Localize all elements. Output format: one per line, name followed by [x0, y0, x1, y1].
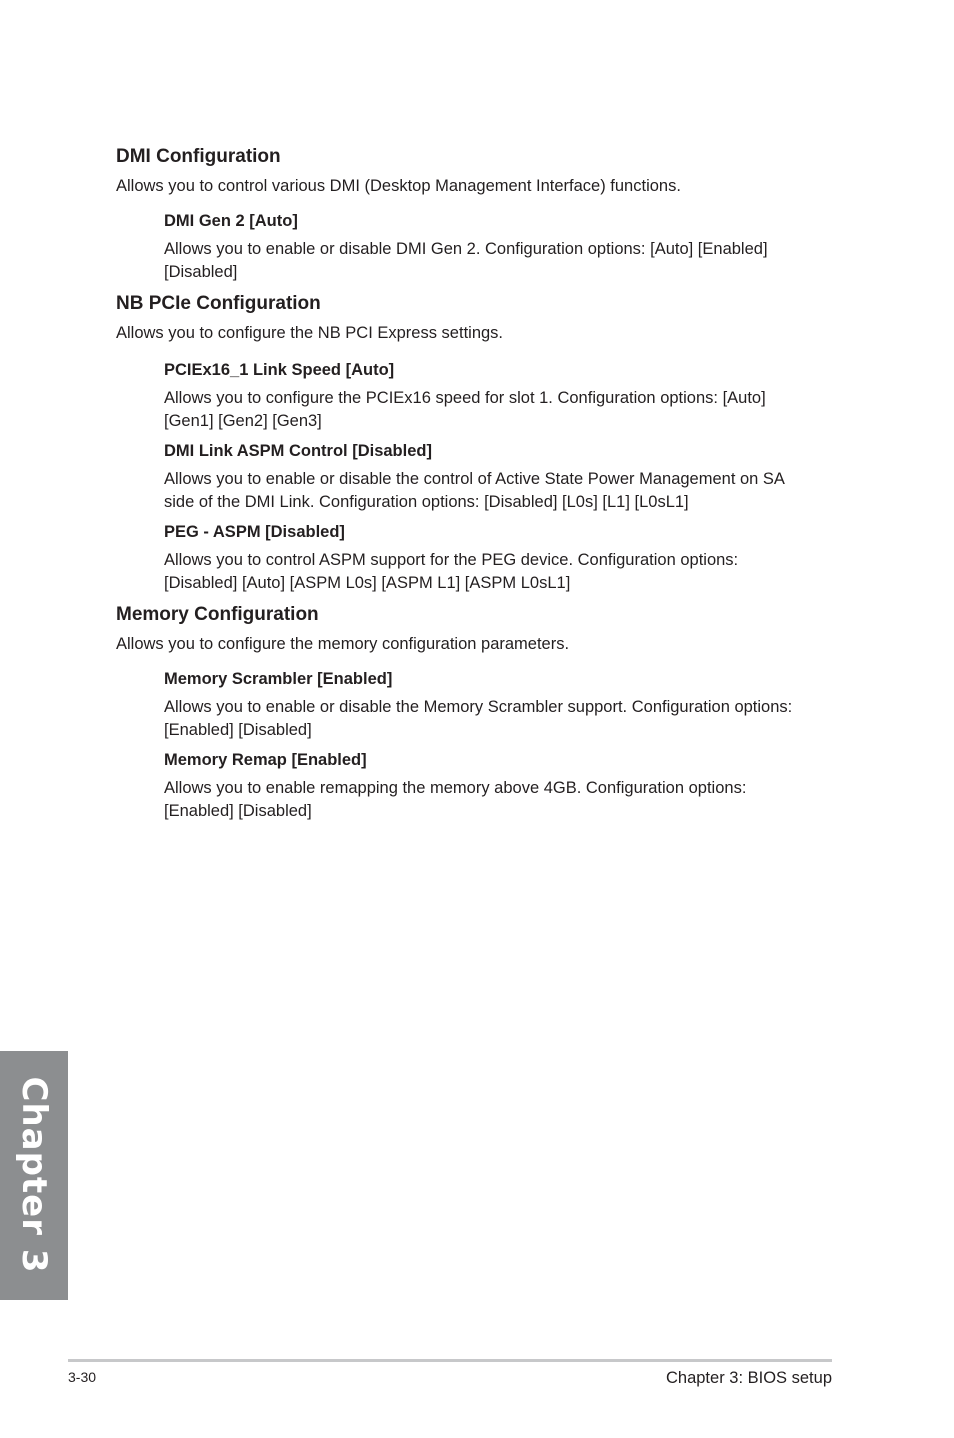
- section-dmi-configuration: [116, 145, 832, 284]
- item-description: [164, 387, 832, 433]
- item-description-line: Allows you to configure the PCIEx16 speed for slot 1. Configuration options: [Auto]: [164, 389, 766, 407]
- item-description: [164, 238, 832, 284]
- page-number: 3-30: [68, 1369, 97, 1385]
- item-dmi-link-aspm-control: [164, 440, 832, 514]
- item-description: [164, 777, 832, 823]
- chapter-tab: [0, 1051, 68, 1300]
- item-description: [164, 696, 832, 742]
- item-title: PCIEx16_1 Link Speed [Auto]: [164, 361, 395, 379]
- section-nb-pcie-configuration: [116, 292, 832, 595]
- section-memory-configuration: [116, 603, 832, 823]
- section-title: NB PCIe Configuration: [116, 293, 321, 314]
- item-peg-aspm: [164, 521, 832, 595]
- item-description-line: Allows you to enable or disable the control of Active State Power Management on SA: [164, 470, 785, 488]
- page-content: [116, 145, 832, 823]
- section-description: Allows you to control various DMI (Desktop Management Interface) functions.: [116, 177, 681, 195]
- footer-chapter-title: Chapter 3: BIOS setup: [665, 1369, 832, 1387]
- item-description-line: [Enabled] [Disabled]: [164, 721, 312, 739]
- item-title: PEG - ASPM [Disabled]: [164, 523, 345, 541]
- item-description-line: Allows you to enable or disable DMI Gen 2. Configuration options: [Auto] [Enabled]: [164, 240, 768, 258]
- item-dmi-gen2: [164, 210, 832, 284]
- section-description: Allows you to configure the memory configuration parameters.: [116, 635, 570, 653]
- section-description: Allows you to configure the NB PCI Express settings.: [116, 324, 504, 342]
- item-title: Memory Scrambler [Enabled]: [164, 670, 393, 688]
- item-description-line: Allows you to enable remapping the memory above 4GB. Configuration options:: [164, 779, 747, 797]
- footer-divider: [68, 1359, 832, 1362]
- item-description-line: Allows you to enable or disable the Memory Scrambler support. Configuration options:: [164, 698, 793, 716]
- section-title: Memory Configuration: [116, 604, 319, 625]
- section-title: DMI Configuration: [116, 146, 281, 167]
- item-description: [164, 468, 832, 514]
- item-memory-remap: [164, 749, 832, 823]
- item-memory-scrambler: [164, 668, 832, 742]
- item-title: DMI Gen 2 [Auto]: [164, 212, 298, 230]
- item-description-line: [Disabled]: [164, 263, 238, 281]
- item-title: DMI Link ASPM Control [Disabled]: [164, 442, 432, 460]
- item-description: [164, 549, 832, 595]
- chapter-tab-label: Chapter 3: [14, 1076, 54, 1274]
- item-pciex16-link-speed: [164, 359, 832, 433]
- item-description-line: [Enabled] [Disabled]: [164, 802, 312, 820]
- item-description-line: [Gen1] [Gen2] [Gen3]: [164, 412, 322, 430]
- item-description-line: Allows you to control ASPM support for the PEG device. Configuration options:: [164, 551, 739, 569]
- item-description-line: [Disabled] [Auto] [ASPM L0s] [ASPM L1] [ASPM L0sL1]: [164, 574, 571, 592]
- item-title: Memory Remap [Enabled]: [164, 751, 367, 769]
- item-description-line: side of the DMI Link. Configuration options: [Disabled] [L0s] [L1] [L0sL1]: [164, 493, 689, 511]
